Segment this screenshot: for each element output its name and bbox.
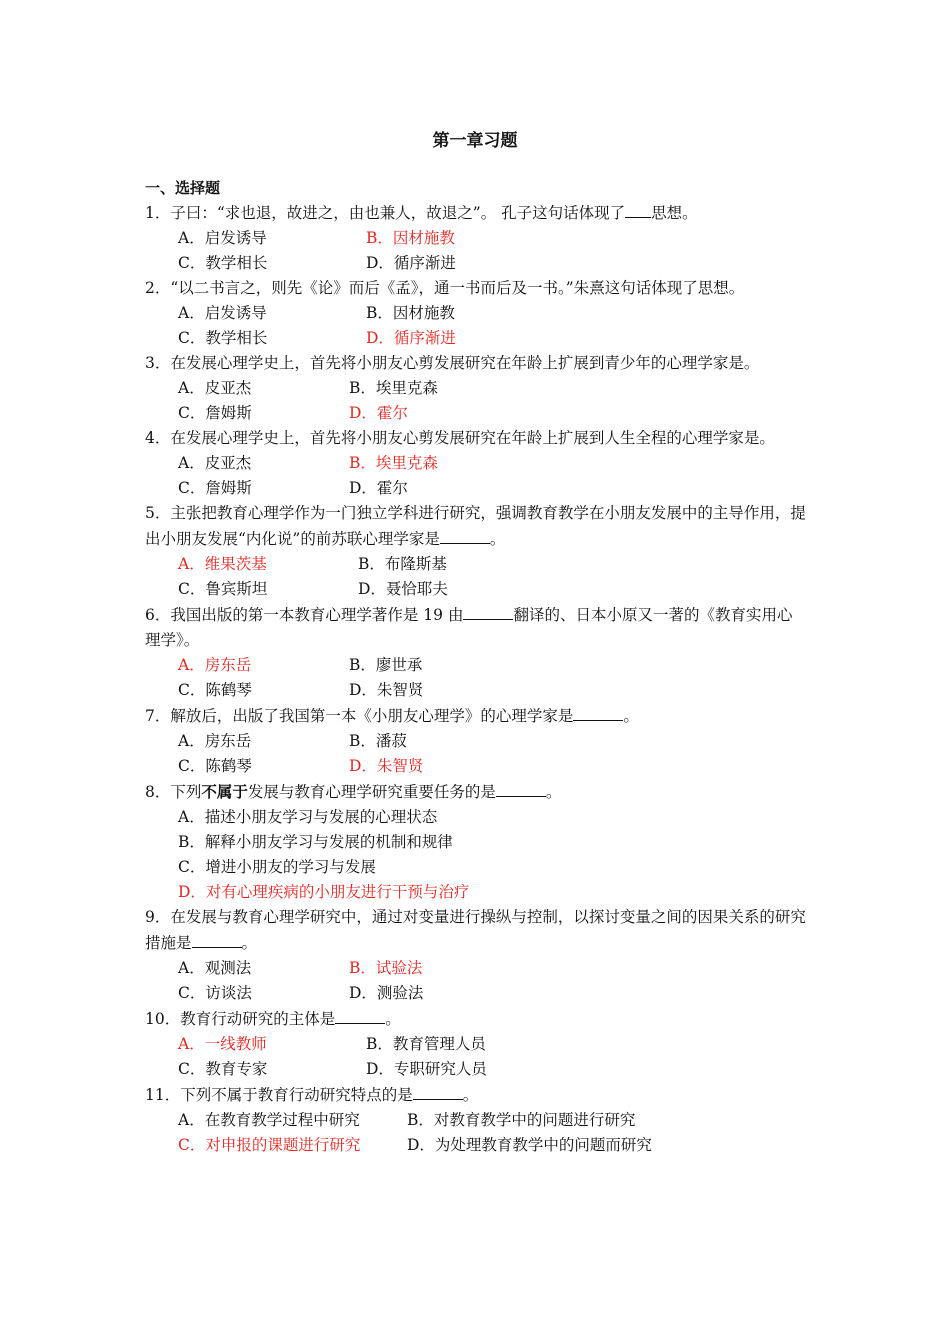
option-c: C．访谈法: [178, 984, 252, 1002]
option-a: A．皮亚杰: [178, 379, 252, 397]
option-c-correct: C．对申报的课题进行研究: [178, 1136, 361, 1154]
question-text: 。: [462, 1086, 479, 1104]
option-d: D．霍尔: [349, 479, 408, 497]
option-c: C．鲁宾斯坦: [178, 580, 268, 598]
option-a-correct: A．一线教师: [178, 1035, 267, 1053]
option-d: D．为处理教育教学中的问题而研究: [407, 1136, 652, 1154]
option-d: D．聂恰耶夫: [358, 580, 448, 598]
question-text: 6．我国出版的第一本教育心理学著作是 19 由: [145, 606, 464, 624]
option-c: C．增进小朋友的学习与发展: [178, 858, 376, 876]
option-b: B．因材施教: [366, 304, 455, 322]
answer-blank: [625, 200, 651, 218]
option-row: [145, 729, 807, 754]
question-1: [145, 200, 807, 226]
option-row: [145, 376, 807, 401]
option-d-correct: D．循序渐进: [366, 329, 456, 347]
question-6: [145, 602, 807, 653]
option-row: [145, 1108, 807, 1133]
question-text: 。: [241, 934, 258, 952]
question-text: 9．在发展与教育心理学研究中，通过对变量进行操纵与控制，以探讨变量之间的因果关系的研究措施是: [145, 908, 806, 952]
question-11: [145, 1082, 807, 1108]
question-8: [145, 779, 807, 805]
option-a-correct: A．维果茨基: [178, 555, 267, 573]
option-a-correct: A．房东岳: [178, 656, 252, 674]
question-3: 3．在发展心理学史上，首先将小朋友心剪发展研究在年龄上扩展到青少年的心理学家是。: [145, 354, 760, 372]
option-c: C．陈鹤琴: [178, 681, 252, 699]
question-text: 。: [489, 530, 506, 548]
answer-blank: [335, 1006, 385, 1024]
answer-blank: [440, 526, 490, 544]
option-d-correct: D．霍尔: [349, 404, 408, 422]
option-d: D．循序渐进: [366, 254, 456, 272]
option-row: [145, 251, 807, 276]
option-c: C．教学相长: [178, 254, 268, 272]
option-row: [145, 301, 807, 326]
option-row: [145, 678, 807, 703]
option-d: D．测验法: [349, 984, 424, 1002]
option-b: B．教育管理人员: [366, 1035, 486, 1053]
question-text: 10．教育行动研究的主体是: [145, 1010, 336, 1028]
option-b-correct: B．埃里克森: [349, 454, 438, 472]
option-d-correct: D．朱智贤: [349, 757, 424, 775]
option-b: B．对教育教学中的问题进行研究: [407, 1111, 636, 1129]
option-a: A．房东岳: [178, 732, 252, 750]
answer-blank: [413, 1082, 463, 1100]
question-4: 4．在发展心理学史上，首先将小朋友心剪发展研究在年龄上扩展到人生全程的心理学家是。: [145, 429, 775, 447]
question-10: [145, 1006, 807, 1032]
answer-blank: [192, 930, 242, 948]
question-text: 。: [623, 707, 639, 725]
option-row: [145, 1057, 807, 1082]
option-row: [145, 552, 807, 577]
option-row: [145, 981, 807, 1006]
option-c: C．教学相长: [178, 329, 268, 347]
option-row: [145, 754, 807, 779]
option-c: C．陈鹤琴: [178, 757, 252, 775]
option-a: A．在教育教学过程中研究: [178, 1111, 360, 1129]
option-row: [145, 1032, 807, 1057]
question-text: 思想。: [651, 204, 698, 222]
option-b: B．解释小朋友学习与发展的机制和规律: [178, 833, 453, 851]
option-a: A．皮亚杰: [178, 454, 252, 472]
option-b-correct: B．因材施教: [366, 229, 455, 247]
option-d-correct: D．对有心理疾病的小朋友进行干预与治疗: [178, 883, 470, 901]
question-text: 。: [385, 1010, 401, 1028]
option-row: [145, 1133, 807, 1158]
answer-blank: [496, 779, 546, 797]
question-text: 翻译的、日本小原又一著的《教育实用心理学》。: [145, 606, 793, 649]
answer-blank: [463, 602, 513, 620]
option-a: A．启发诱导: [178, 229, 267, 247]
question-text: 7．解放后，出版了我国第一本《小朋友心理学》的心理学家是: [145, 707, 574, 725]
question-emphasis: 不属于: [201, 783, 248, 801]
option-row: [145, 326, 807, 351]
option-b: B．埃里克森: [349, 379, 438, 397]
option-b: B．廖世承: [349, 656, 423, 674]
option-d: D．专职研究人员: [366, 1060, 487, 1078]
option-b-correct: B．试验法: [349, 959, 423, 977]
option-row: [145, 653, 807, 678]
option-b: B．潘菽: [349, 732, 407, 750]
option-c: C．詹姆斯: [178, 404, 252, 422]
option-b: B．布隆斯基: [358, 555, 447, 573]
option-row: [145, 226, 807, 251]
option-row: [145, 956, 807, 981]
option-c: C．教育专家: [178, 1060, 268, 1078]
answer-blank: [573, 703, 623, 721]
option-c: C．詹姆斯: [178, 479, 252, 497]
section-heading: 一、选择题: [145, 179, 221, 197]
question-text: 8．下列: [145, 783, 202, 801]
option-d: D．朱智贤: [349, 681, 424, 699]
question-text: 。: [545, 783, 562, 801]
option-a: A．启发诱导: [178, 304, 267, 322]
option-row: [145, 401, 807, 426]
option-a: A．描述小朋友学习与发展的心理状态: [178, 808, 438, 826]
option-row: [145, 577, 807, 602]
option-row: [145, 476, 807, 501]
page-title: 第一章习题: [432, 131, 518, 151]
question-text: 5．主张把教育心理学作为一门独立学科进行研究，强调教育教学在小朋友发展中的主导作用，提出小朋友发展“内化说”的前苏联心理学家是: [145, 504, 806, 548]
question-list: [145, 200, 807, 1158]
question-text: 11．下列不属于教育行动研究特点的是: [145, 1086, 413, 1104]
question-9: [145, 905, 807, 956]
option-row: [145, 451, 807, 476]
question-text: 1．子曰：“求也退，故进之，由也兼人，故退之”。 孔子这句话体现了: [145, 204, 626, 222]
option-a: A．观测法: [178, 959, 252, 977]
question-text: 发展与教育心理学研究重要任务的是: [247, 783, 496, 801]
question-2: 2．“以二书言之，则先《论》而后《孟》，通一书而后及一书。”朱熹这句话体现了思想。: [145, 279, 745, 297]
question-7: [145, 703, 807, 729]
question-5: [145, 501, 807, 552]
